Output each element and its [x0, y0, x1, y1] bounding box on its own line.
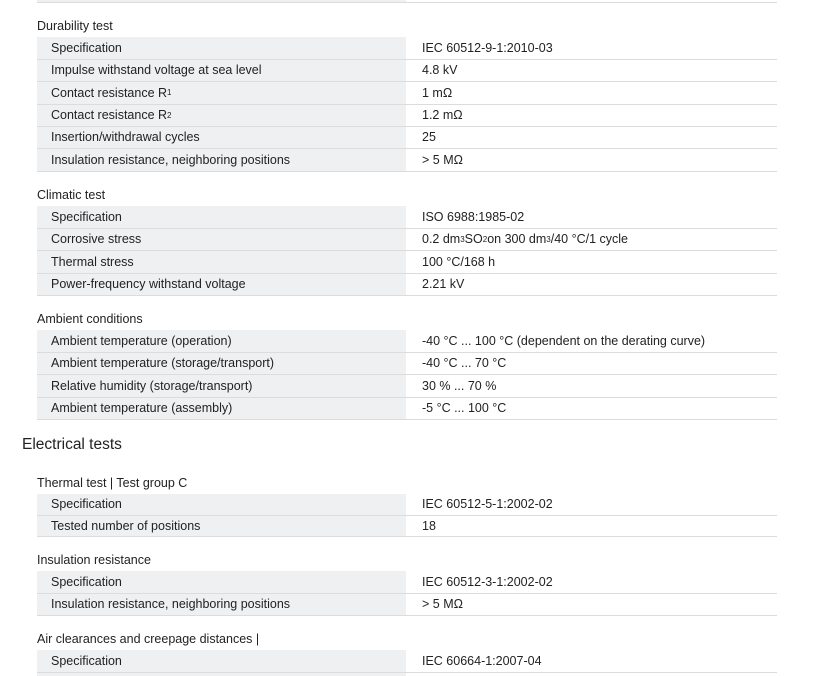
row-label: Contact resistance R 2	[37, 105, 406, 126]
value-text: SO	[464, 232, 483, 247]
previous-table-row-edge	[37, 0, 777, 3]
row-value: 100 °C/168 h	[406, 251, 777, 273]
table-row	[37, 127, 777, 149]
row-label: Specification	[37, 37, 406, 59]
row-label: Specification	[37, 650, 406, 672]
row-value: IEC 60512-5-1:2002-02	[406, 494, 777, 515]
table-row	[37, 206, 777, 229]
group-title-insulation: Insulation resistance	[37, 553, 151, 567]
value-text: 0.2 dm	[422, 232, 461, 247]
row-value: > 5 MΩ	[406, 149, 777, 171]
row-value: 0.2 dm 3 SO 2 on 300 dm 3 /40 °C/1 cycle	[406, 229, 777, 250]
row-label: Corrosive stress	[37, 229, 406, 250]
row-label: Ambient temperature (storage/transport)	[37, 353, 406, 374]
row-label: Insertion/withdrawal cycles	[37, 127, 406, 148]
row-value: > 5 MΩ	[406, 594, 777, 615]
row-value: -5 °C ... 100 °C	[406, 398, 777, 419]
table-row	[37, 330, 777, 353]
table-row	[37, 149, 777, 172]
row-label: Ambient temperature (operation)	[37, 330, 406, 352]
table-row	[37, 594, 777, 616]
row-label: Specification	[37, 206, 406, 228]
row-label-text: Contact resistance R	[51, 85, 168, 100]
row-value: IEC 60512-9-1:2010-03	[406, 37, 777, 59]
table-row	[37, 229, 777, 251]
row-value: 2.21 kV	[406, 274, 777, 295]
table-row	[37, 375, 777, 398]
row-value: 1 mΩ	[406, 82, 777, 104]
table-row	[37, 274, 777, 296]
row-label: Insulation resistance, neighboring positions	[37, 149, 406, 171]
row-label-text: Contact resistance R	[51, 108, 168, 123]
row-label: Power-frequency withstand voltage	[37, 274, 406, 295]
row-label: Insulation resistance, neighboring positions	[37, 594, 406, 615]
table-row	[37, 353, 777, 375]
value-text: on 300 dm	[487, 232, 547, 247]
row-value: -40 °C ... 70 °C	[406, 353, 777, 374]
group-title-clearances: Air clearances and creepage distances |	[37, 632, 260, 646]
row-label: Contact resistance R 1	[37, 82, 406, 104]
row-label: Specification	[37, 571, 406, 593]
row-label: Specification	[37, 494, 406, 515]
section-heading-electrical: Electrical tests	[22, 436, 122, 453]
row-label: Relative humidity (storage/transport)	[37, 375, 406, 397]
table-row	[37, 494, 777, 516]
table-row	[37, 516, 777, 537]
table-row	[37, 251, 777, 274]
value-text: /40 °C/1 cycle	[550, 232, 628, 247]
row-value: 25	[406, 127, 777, 148]
group-title-climatic: Climatic test	[37, 188, 106, 202]
row-value: -40 °C ... 100 °C (dependent on the derating curve)	[406, 330, 777, 352]
row-value: 18	[406, 516, 777, 536]
row-label: Tested number of positions	[37, 516, 406, 536]
table-row	[37, 37, 777, 60]
group-title-thermal: Thermal test | Test group C	[37, 476, 188, 490]
row-value: 1.2 mΩ	[406, 105, 777, 126]
row-value: IEC 60512-3-1:2002-02	[406, 571, 777, 593]
table-row	[37, 571, 777, 594]
row-value: ISO 6988:1985-02	[406, 206, 777, 228]
table-row	[37, 650, 777, 673]
row-value: IEC 60664-1:2007-04	[406, 650, 777, 672]
table-row	[37, 398, 777, 420]
group-title-ambient: Ambient conditions	[37, 312, 143, 326]
row-value: 30 % ... 70 %	[406, 375, 777, 397]
table-row	[37, 105, 777, 127]
row-value: 4.8 kV	[406, 60, 777, 81]
table-row	[37, 60, 777, 82]
group-title-durability: Durability test	[37, 19, 113, 33]
row-label: Impulse withstand voltage at sea level	[37, 60, 406, 81]
row-label: Ambient temperature (assembly)	[37, 398, 406, 419]
row-label: Thermal stress	[37, 251, 406, 273]
table-row	[37, 82, 777, 105]
